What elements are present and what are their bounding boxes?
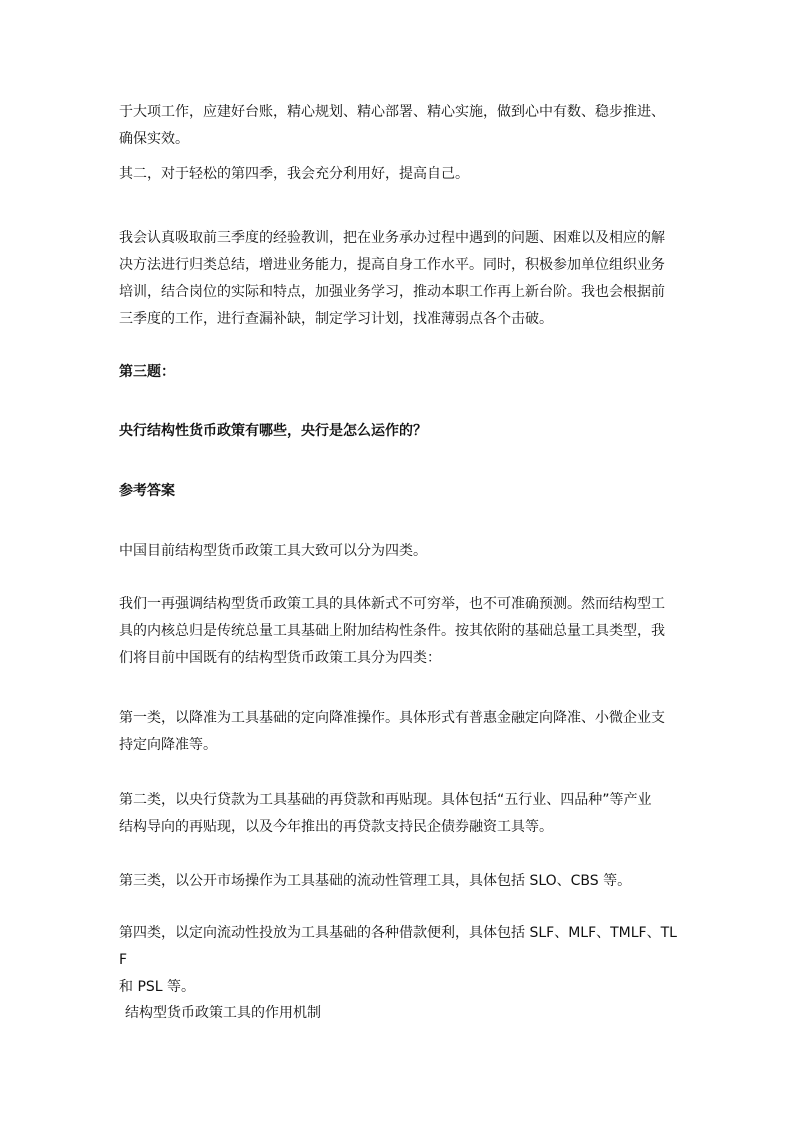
- text-line: 于大项工作，应建好台账，精心规划、精心部署、精心实施，做到心中有数、稳步推进、: [119, 104, 665, 120]
- text-line: 持定向降准等。: [119, 737, 217, 753]
- paragraph-fourth-quarter: [119, 161, 679, 188]
- text-line: 第四类，以定向流动性投放为工具基础的各种借款便利，具体包括 SLF、MLF、TMLF、TLF: [119, 925, 677, 968]
- paragraph-category-three: [119, 868, 679, 895]
- text-line: 三季度的工作，进行查漏补缺，制定学习计划，找准薄弱点各个击破。: [119, 311, 553, 327]
- text-line: 和 PSL 等。: [119, 979, 196, 995]
- text-line: 中国目前结构型货币政策工具大致可以分为四类。: [119, 543, 427, 559]
- text-line: 其二，对于轻松的第四季，我会充分利用好，提高自己。: [119, 166, 469, 182]
- question-heading: [119, 418, 679, 445]
- question-number-heading: [119, 359, 679, 386]
- paragraph-category-four: [119, 920, 679, 1001]
- text-line: 我们一再强调结构型货币政策工具的具体新式不可穷举，也不可准确预测。然而结构型工: [119, 596, 665, 612]
- text-line: 我会认真吸取前三季度的经验教训，把在业务承办过程中遇到的问题、困难以及相应的解: [119, 230, 665, 246]
- text-line: 第一类，以降准为工具基础的定向降准操作。具体形式有普惠金融定向降准、小微企业支: [119, 710, 665, 726]
- paragraph-structural-tools: [119, 591, 679, 672]
- paragraph-category-one: [119, 705, 679, 759]
- text-line: 参考答案: [119, 483, 175, 499]
- text-line: 第二类，以央行贷款为工具基础的再贷款和再贴现。具体包括“五行业、四品种”等产业: [119, 792, 652, 808]
- text-line: 结构型货币政策工具的作用机制: [125, 1005, 321, 1021]
- text-line: 结构导向的再贴现，以及今年推出的再贷款支持民企债券融资工具等。: [119, 819, 553, 835]
- text-line: 具的内核总归是传统总量工具基础上附加结构性条件。按其依附的基础总量工具类型，我: [119, 623, 665, 639]
- text-line: 们将目前中国既有的结构型货币政策工具分为四类：: [119, 650, 441, 666]
- section-heading-mechanism: [125, 1000, 685, 1027]
- text-line: 第三类，以公开市场操作为工具基础的流动性管理工具，具体包括 SLO、CBS 等。: [119, 873, 632, 889]
- text-line: 决方法进行归类总结，增进业务能力，提高自身工作水平。同时，积极参加单位组织业务: [119, 257, 665, 273]
- paragraph-major-tasks: [119, 99, 679, 153]
- text-line: 央行结构性货币政策有哪些，央行是怎么运作的？: [119, 423, 427, 439]
- text-line: 第三题：: [119, 364, 175, 380]
- paragraph-four-categories: [119, 538, 679, 565]
- text-line: 培训，结合岗位的实际和特点，加强业务学习，推动本职工作再上新台阶。我也会根据前: [119, 284, 665, 300]
- text-line: 确保实效。: [119, 131, 189, 147]
- answer-heading: [119, 478, 679, 505]
- paragraph-category-two: [119, 787, 679, 841]
- paragraph-lessons-learned: [119, 225, 679, 333]
